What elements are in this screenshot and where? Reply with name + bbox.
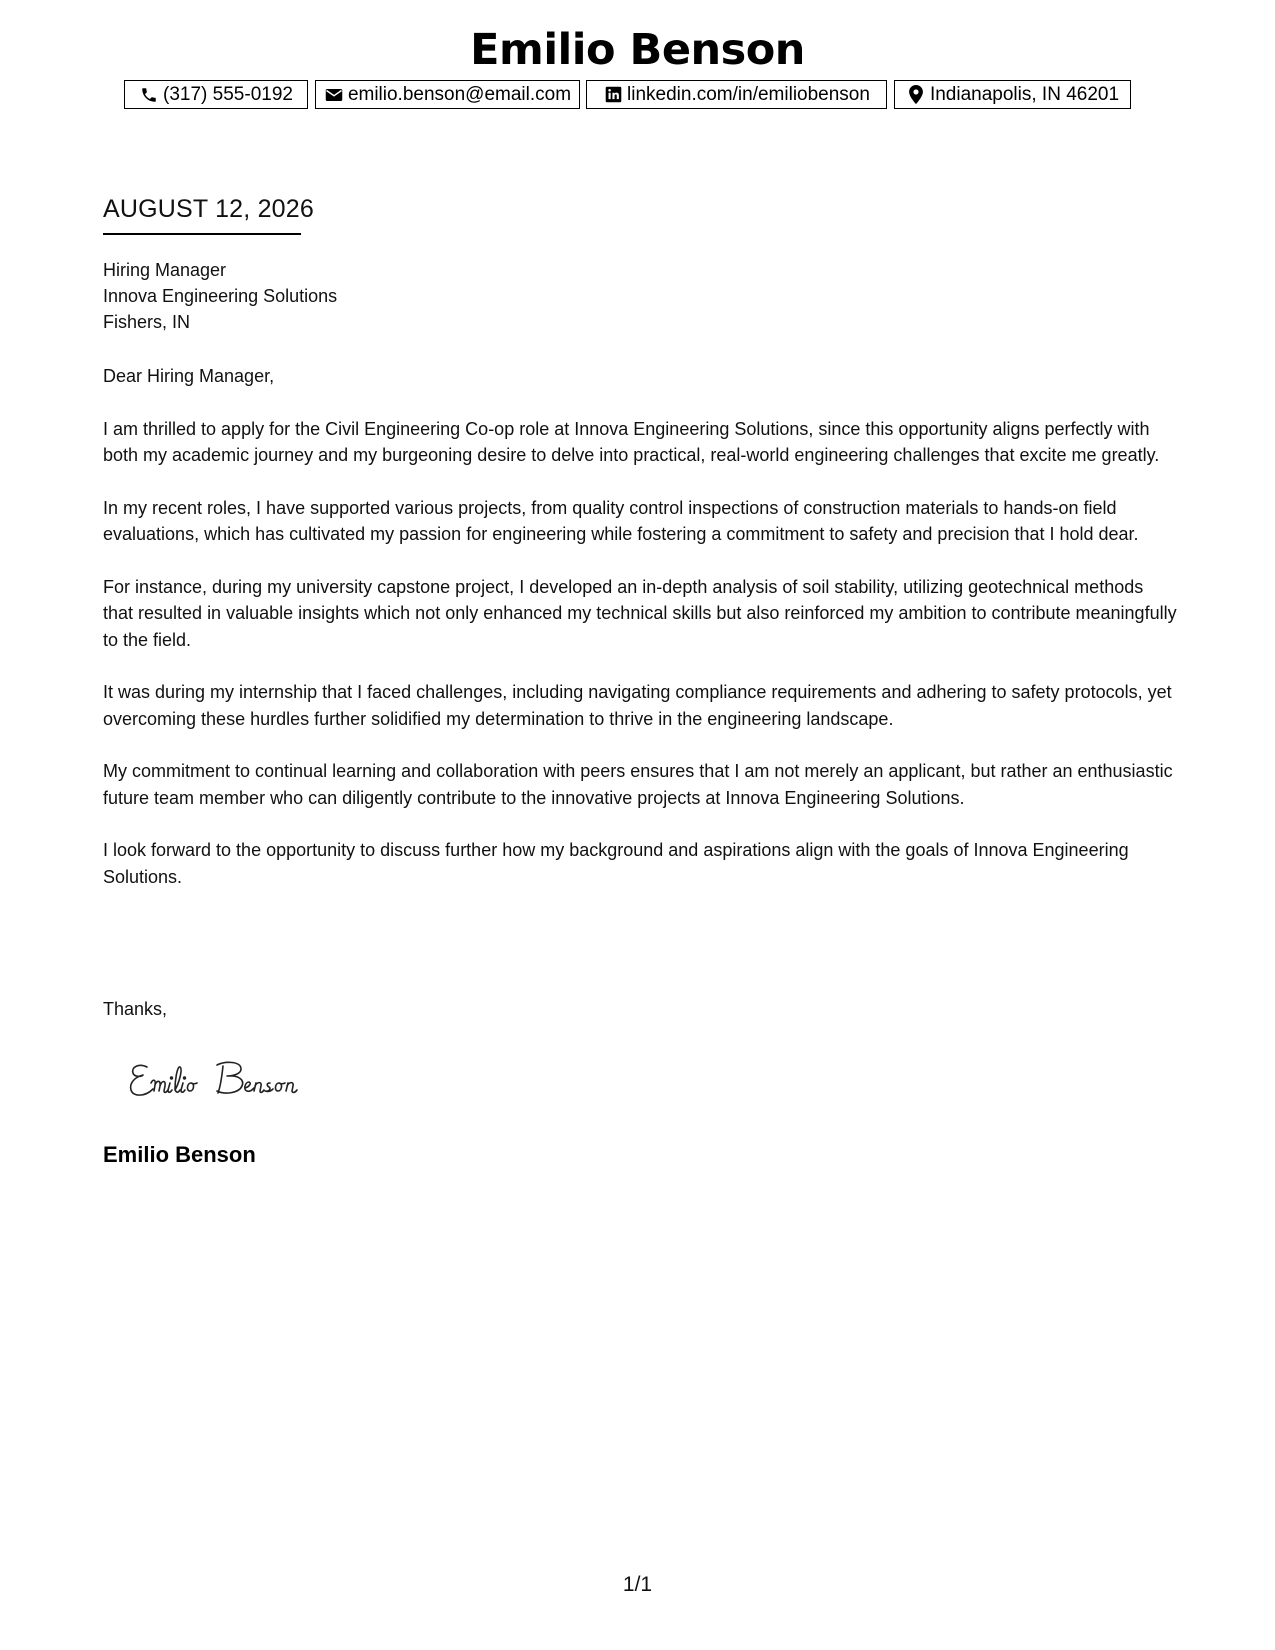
body-paragraph: It was during my internship that I faced challenges, including navigating compliance requirements and adhering to safety protocols, yet overcoming these hurdles further solidified my determination to thrive in the engineering landscape. — [103, 682, 1172, 729]
contact-bar — [124, 80, 1151, 111]
location-text: Indianapolis, IN 46201 — [929, 83, 1120, 105]
recipient-company: Innova Engineering Solutions — [103, 286, 338, 306]
email-text: emilio.benson@email.com — [347, 83, 572, 105]
recipient-location: Fishers, IN — [103, 312, 191, 332]
closing-text: Thanks, — [103, 999, 168, 1019]
envelope-icon — [324, 85, 344, 105]
contact-phone — [124, 80, 308, 109]
body-paragraph: In my recent roles, I have supported various projects, from quality control inspections of construction materials to hands-on field evaluations, which has cultivated my passion for engineering while fostering a commitment to safety and precision that I hold dear. — [103, 497, 1139, 544]
recipient-block — [103, 257, 337, 335]
phone-icon — [139, 85, 159, 105]
letter-date: AUGUST 12, 2026 — [103, 195, 314, 223]
linkedin-icon — [603, 85, 623, 105]
date-underline — [103, 233, 301, 235]
contact-email — [315, 80, 580, 109]
page-indicator: 1/1 — [622, 1573, 653, 1596]
body-paragraph: I look forward to the opportunity to discuss further how my background and aspirations align with the goals of Innova Engineering Solutions. — [103, 840, 1129, 887]
linkedin-text: linkedin.com/in/emiliobenson — [627, 83, 870, 105]
body-paragraph: I am thrilled to apply for the Civil Engineering Co-op role at Innova Engineering Solutions, since this opportunity aligns perfectly with both my academic journey and my burgeoning desire to delve into practical, real-world engineering challenges that excite me greatly. — [103, 418, 1160, 465]
recipient-title: Hiring Manager — [103, 260, 227, 280]
letter-body — [103, 363, 1178, 916]
phone-text: (317) 555-0192 — [163, 83, 293, 105]
map-pin-icon — [906, 85, 926, 105]
applicant-name-heading: Emilio Benson — [470, 25, 805, 75]
handwritten-signature — [125, 1055, 340, 1110]
body-paragraph: My commitment to continual learning and collaboration with peers ensures that I am not merely an applicant, but rather an enthusiastic future team member who can diligently contribute to the innovative projects at Innova Engineering Solutions. — [103, 761, 1173, 808]
salutation: Dear Hiring Manager, — [103, 366, 275, 386]
contact-linkedin — [586, 80, 887, 109]
signer-name: Emilio Benson — [103, 1142, 256, 1167]
body-paragraph: For instance, during my university capstone project, I developed an in-depth analysis of soil stability, utilizing geotechnical methods that resulted in valuable insights which not only enhanced my technical skills but also reinforced my ambition to contribute meaningfully to the field. — [103, 576, 1177, 650]
contact-location — [894, 80, 1131, 109]
